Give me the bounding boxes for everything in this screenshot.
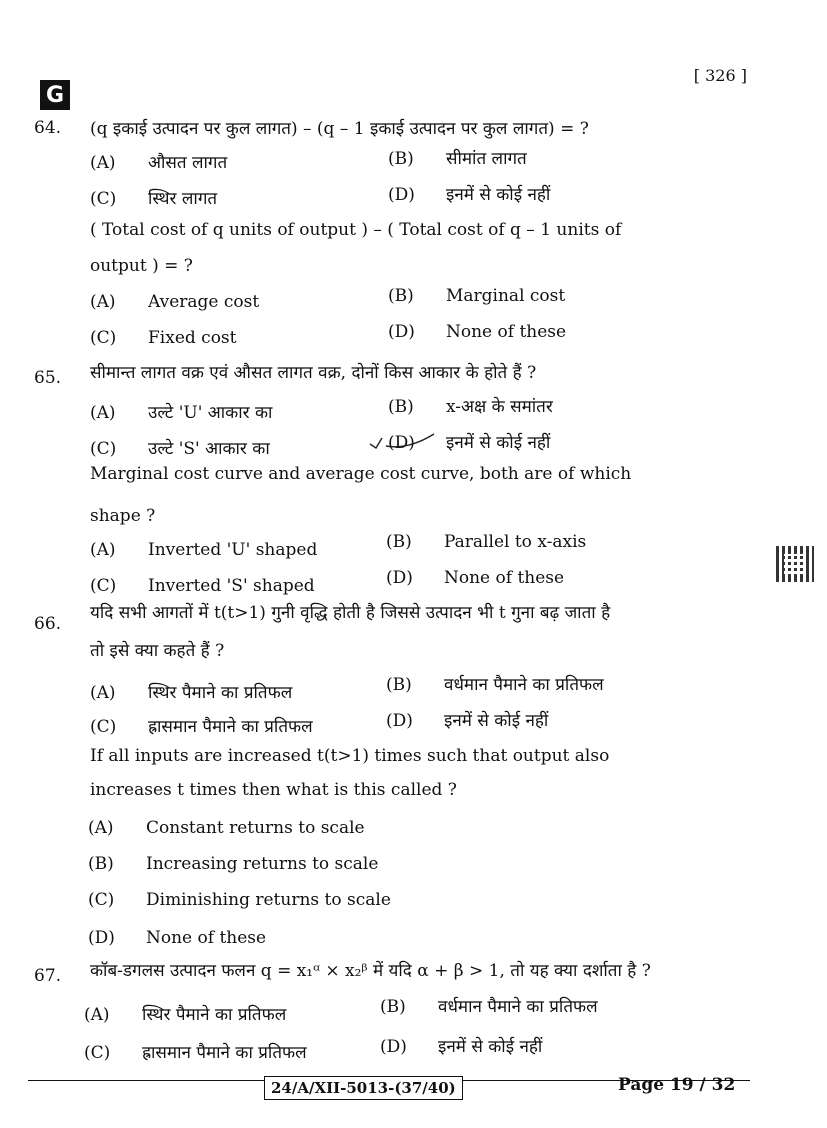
option-text: स्थिर पैमाने का प्रतिफल [142, 1005, 287, 1025]
option-text: Diminishing returns to scale [146, 890, 391, 910]
question-stem-english: ( Total cost of q units of output ) – ( Total cost of q – 1 units of [90, 220, 622, 240]
question-number: 65. [34, 368, 62, 388]
option-label: (B) [386, 532, 412, 552]
option-text: None of these [444, 568, 565, 588]
option-text: इनमें से कोई नहीं [446, 433, 551, 453]
option-text: Average cost [148, 292, 260, 312]
option-text: सीमांत लागत [446, 149, 527, 169]
option-label: (B) [380, 997, 406, 1017]
question-stem-english-cont: output ) = ? [90, 256, 193, 276]
option-label: (A) [90, 292, 116, 312]
option-label: (C) [84, 1043, 111, 1063]
option-c-english [90, 576, 315, 596]
option-b-english [386, 532, 586, 552]
option-text: स्थिर पैमाने का प्रतिफल [148, 683, 293, 703]
option-label: (B) [388, 149, 414, 169]
question-number: 66. [34, 614, 62, 634]
option-c-hindi [90, 436, 270, 459]
question-stem-hindi: कॉब-डगलस उत्पादन फलन q = x₁ᵅ × x₂ᵝ में यदि α + β > 1, तो यह क्या दर्शाता है ? [90, 961, 651, 981]
option-text: None of these [446, 322, 567, 342]
question-number: 67. [34, 966, 62, 986]
option-label: (B) [386, 675, 412, 695]
option-text: Increasing returns to scale [146, 854, 379, 874]
option-b-english [388, 286, 565, 306]
option-label: (A) [90, 403, 116, 423]
option-d-hindi [386, 708, 548, 731]
option-label: (C) [90, 717, 117, 737]
option-text: वर्धमान पैमाने का प्रतिफल [438, 997, 598, 1017]
option-label: (B) [388, 397, 414, 417]
option-text: ह्रासमान पैमाने का प्रतिफल [148, 717, 313, 737]
option-label: (B) [88, 854, 114, 874]
option-a-english [90, 292, 259, 312]
option-label: (B) [388, 286, 414, 306]
option-label: (A) [90, 153, 116, 173]
option-d-hindi [380, 1034, 542, 1057]
option-text: Constant returns to scale [146, 818, 365, 838]
option-label: (A) [88, 818, 114, 838]
option-c-english [88, 890, 391, 910]
option-a-hindi [90, 400, 272, 423]
question-stem-hindi: सीमान्त लागत वक्र एवं औसत लागत वक्र, दोनों किस आकार के होते हैं ? [90, 363, 537, 383]
option-d-english [388, 322, 566, 342]
option-text: स्थिर लागत [148, 189, 218, 209]
set-mark: G [40, 80, 70, 110]
option-text: ह्रासमान पैमाने का प्रतिफल [142, 1043, 307, 1063]
option-c-english [90, 328, 236, 348]
option-text: Inverted 'S' shaped [148, 576, 315, 596]
option-b-hindi [380, 994, 598, 1017]
option-label: (A) [90, 683, 116, 703]
option-c-hindi [90, 186, 217, 209]
question-stem-hindi: (q इकाई उत्पादन पर कुल लागत) – (q – 1 इकाई उत्पादन पर कुल लागत) = ? [90, 119, 589, 139]
option-label: (C) [90, 576, 117, 596]
option-text: Fixed cost [148, 328, 237, 348]
option-label: (A) [84, 1005, 110, 1025]
question-number: 64. [34, 118, 62, 138]
option-label: (D) [386, 711, 413, 731]
option-a-english [90, 540, 317, 560]
option-label: (D) [386, 568, 413, 588]
question-stem-english: If all inputs are increased t(t>1) times such that output also [90, 746, 610, 766]
option-text: वर्धमान पैमाने का प्रतिफल [444, 675, 604, 695]
option-b-hindi [388, 146, 527, 169]
option-label: (D) [380, 1037, 407, 1057]
option-text: None of these [146, 928, 267, 948]
paper-code: 24/A/XII-5013-(37/40) [264, 1076, 463, 1100]
page-number: Page 19 / 32 [618, 1075, 736, 1095]
option-text: उल्टे 'U' आकार का [148, 403, 273, 423]
question-stem-english-cont: increases t times then what is this called ? [90, 780, 457, 800]
option-a-hindi [84, 1002, 286, 1025]
qr-code-icon [776, 546, 814, 582]
option-label: (D) [88, 928, 115, 948]
option-text: औसत लागत [148, 153, 228, 173]
option-text: इनमें से कोई नहीं [446, 185, 551, 205]
option-label: (D) [388, 185, 415, 205]
option-label: (C) [90, 189, 117, 209]
option-label: (D) [388, 322, 415, 342]
option-b-english [88, 854, 378, 874]
option-text: Marginal cost [446, 286, 566, 306]
question-stem-english: Marginal cost curve and average cost curve, both are of which [90, 464, 632, 484]
option-a-hindi [90, 150, 227, 173]
option-c-hindi [90, 714, 313, 737]
option-text: Inverted 'U' shaped [148, 540, 318, 560]
option-text: Parallel to x-axis [444, 532, 587, 552]
option-a-hindi [90, 680, 292, 703]
option-d-hindi [388, 182, 550, 205]
option-label: (C) [88, 890, 115, 910]
option-c-hindi [84, 1040, 307, 1063]
question-stem-english-cont: shape ? [90, 506, 156, 526]
page-reference: [ 326 ] [693, 66, 747, 85]
option-label: (A) [90, 540, 116, 560]
option-label: (C) [90, 328, 117, 348]
question-stem-hindi: यदि सभी आगतों में t(t>1) गुनी वृद्धि होती है जिससे उत्पादन भी t गुना बढ़ जाता है [90, 603, 611, 623]
option-b-hindi [388, 394, 553, 417]
option-text: इनमें से कोई नहीं [438, 1037, 543, 1057]
option-b-hindi [386, 672, 604, 695]
option-d-english [386, 568, 564, 588]
option-text: उल्टे 'S' आकार का [148, 439, 270, 459]
option-a-english [88, 818, 365, 838]
option-text: इनमें से कोई नहीं [444, 711, 549, 731]
option-label: (D) [388, 433, 415, 453]
option-label: (C) [90, 439, 117, 459]
question-stem-hindi-cont: तो इसे क्या कहते हैं ? [90, 641, 225, 661]
option-text: x-अक्ष के समांतर [446, 397, 553, 417]
option-d-english [88, 928, 266, 948]
handwritten-tick-mark [368, 432, 438, 452]
